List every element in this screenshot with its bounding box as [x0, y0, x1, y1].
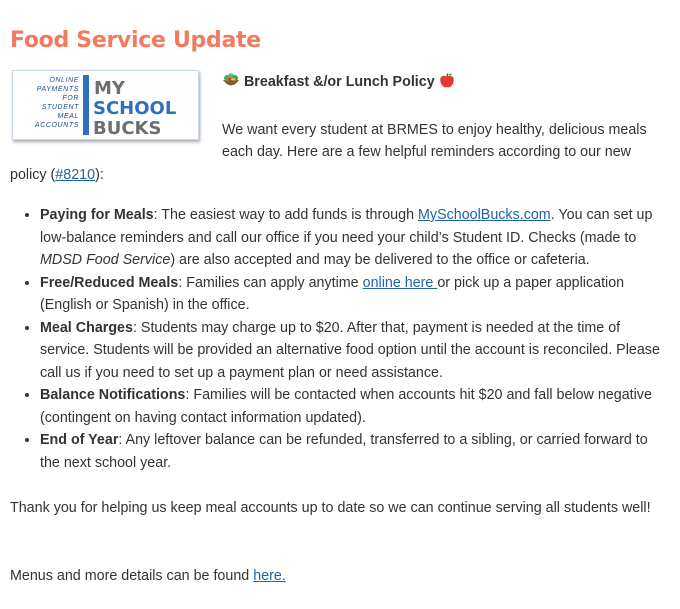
logo-left-line: MEAL	[57, 113, 79, 120]
logo-divider-bar	[83, 75, 89, 135]
item-text: ) are also accepted and may be delivered to the office or cafeteria.	[170, 252, 590, 268]
item-label: Free/Reduced Meals	[40, 274, 179, 291]
menus-text: Menus and more details can be found	[10, 568, 254, 584]
section-title: Food Service Update	[10, 28, 261, 53]
item-label: End of Year	[40, 432, 119, 448]
intro-text-end: ):	[95, 166, 104, 183]
myschoolbucks-logo-graphic	[13, 71, 198, 139]
item-label: Balance Notifications	[40, 387, 186, 403]
apple-icon	[439, 72, 455, 97]
policy-reminders-list	[10, 204, 670, 474]
menus-paragraph	[10, 565, 670, 588]
menus-here-link[interactable]: here.	[253, 568, 286, 584]
logo-left-line: FOR	[62, 95, 79, 102]
item-text: or pick up a paper application (English or Spanish) in the office.	[40, 274, 625, 313]
intro-text-body: We want every student at BRMES to enjoy healthy, delicious meals each day. Here are a few helpful reminders according to our new policy (	[10, 121, 647, 183]
thank-you-paragraph: Thank you for helping us keep meal accounts up to date so we can continue serving all students well!	[10, 500, 651, 516]
logo-word-bucks: BUCKS	[93, 118, 162, 139]
logo-left-line: ACCOUNTS	[34, 122, 79, 129]
list-item-paying-for-meals	[40, 204, 670, 272]
logo-word-school: SCHOOL	[93, 98, 177, 119]
list-item-balance-notifications	[40, 384, 670, 429]
item-text: : Students may charge up to $20. After that, payment is needed at the time of service. Students will be provided an alternative food option until the account is reconciled. Please call us if you need to set up a payment plan or need assistance.	[40, 319, 660, 381]
item-text: : Families can apply anytime	[178, 274, 363, 291]
item-label: Paying for Meals	[40, 207, 154, 223]
logo-word-my: MY	[94, 78, 125, 99]
policy-intro	[10, 70, 670, 186]
list-item-end-of-year	[40, 429, 670, 474]
logo-left-line: ONLINE	[49, 77, 79, 84]
logo-left-line: STUDENT	[41, 104, 79, 111]
item-text: : Any leftover balance can be refunded, transferred to a sibling, or carried forward to the next school year.	[40, 432, 648, 471]
item-text: : Families will be contacted when accounts hit $20 and fall below negative (contingent on having contact information updated).	[40, 387, 652, 426]
item-italic-text: MDSD Food Service	[40, 252, 171, 268]
policy-number-link[interactable]: #8210	[55, 166, 96, 183]
policy-heading-text: Breakfast &/or Lunch Policy	[243, 74, 435, 90]
list-item-meal-charges	[40, 317, 670, 385]
item-label: Meal Charges	[40, 319, 133, 336]
online-application-link[interactable]: online here	[362, 274, 438, 291]
logo-left-line: PAYMENTS	[36, 86, 79, 93]
myschoolbucks-link[interactable]: MySchoolBucks.com	[418, 207, 551, 223]
item-text: . You can set up low-balance reminders and call our office if you need your child’s Student ID. Checks (made to	[40, 207, 653, 246]
item-text: : The easiest way to add funds is through	[153, 207, 419, 223]
salad-bowl-icon	[222, 72, 240, 97]
myschoolbucks-logo	[12, 70, 199, 140]
list-item-free-reduced-meals	[40, 272, 670, 317]
